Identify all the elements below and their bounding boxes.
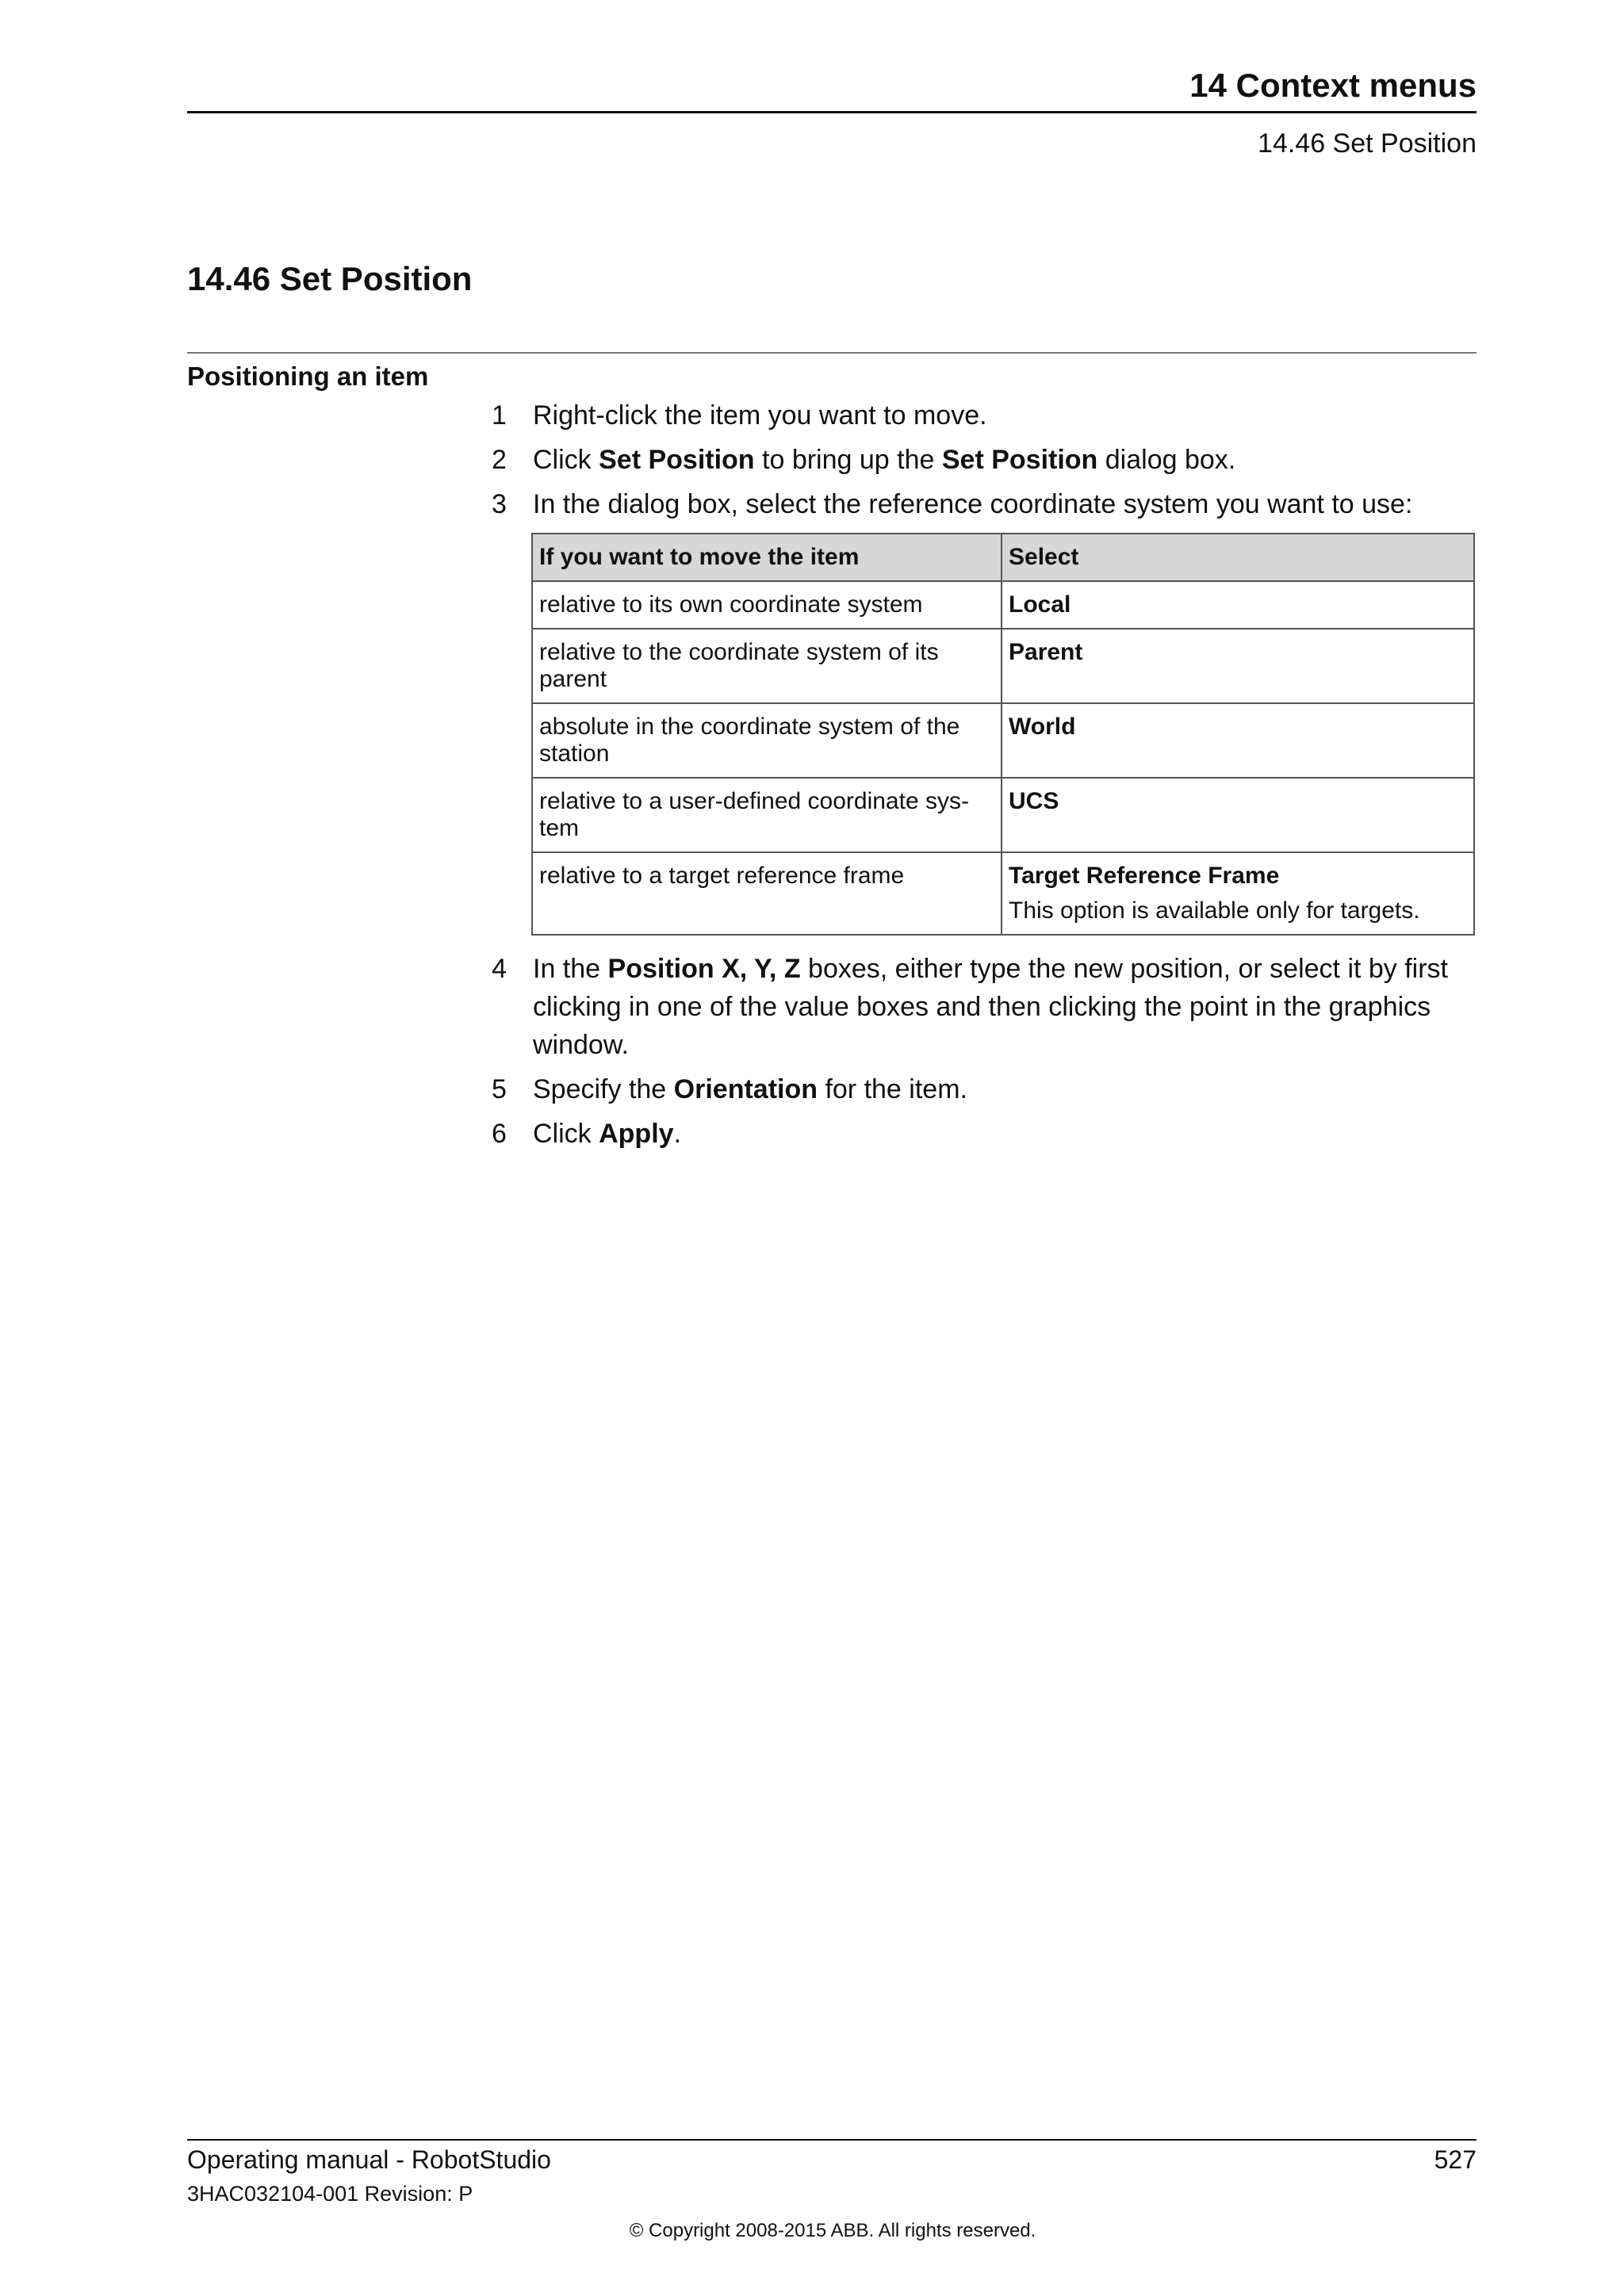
table-row — [532, 703, 1474, 778]
section-header: 14.46 Set Position — [1258, 128, 1477, 159]
table-header: If you want to move the item — [532, 534, 1002, 581]
step-number: 6 — [492, 1119, 507, 1149]
table-cell-condition: relative to a target reference frame — [532, 852, 1002, 935]
table-cell-condition: relative to a user-defined coordinate sys-tem — [532, 778, 1002, 852]
step-text: Click Set Position to bring up the Set Position dialog box. — [533, 445, 1236, 475]
footer-manual-title: Operating manual - RobotStudio — [187, 2145, 551, 2174]
table-cell-select: Parent — [1002, 629, 1474, 703]
header-rule — [187, 111, 1477, 113]
coordinate-system-table — [531, 533, 1475, 936]
table-cell-condition: absolute in the coordinate system of the station — [532, 703, 1002, 778]
table-row — [532, 629, 1474, 703]
step-number: 1 — [492, 400, 507, 430]
table-row — [532, 852, 1474, 935]
table-header: Select — [1002, 534, 1474, 581]
table-cell-select: World — [1002, 703, 1474, 778]
step-text: Specify the Orientation for the item. — [533, 1074, 967, 1104]
table-row — [532, 778, 1474, 852]
step-number: 3 — [492, 489, 507, 519]
table-cell-condition: relative to the coordinate system of its parent — [532, 629, 1002, 703]
subsection-title: Positioning an item — [187, 362, 429, 391]
section-rule — [187, 352, 1477, 354]
footer-document-id: 3HAC032104-001 Revision: P — [187, 2182, 473, 2206]
page-title: 14.46 Set Position — [187, 260, 473, 297]
table-cell-select — [1002, 852, 1474, 935]
step-number: 2 — [492, 445, 507, 475]
table-cell-select: UCS — [1002, 778, 1474, 852]
step-text: Click Apply. — [533, 1119, 682, 1149]
step-text: Right-click the item you want to move. — [533, 400, 987, 430]
footer-rule — [187, 2139, 1477, 2141]
table-row — [532, 581, 1474, 629]
chapter-header: 14 Context menus — [1189, 67, 1477, 104]
table-cell-select: Local — [1002, 581, 1474, 629]
step-number: 4 — [492, 954, 507, 984]
table-cell-condition: relative to its own coordinate system — [532, 581, 1002, 629]
footer-copyright: © Copyright 2008-2015 ABB. All rights reserved. — [629, 2220, 1036, 2241]
select-note: This option is available only for targets. — [1009, 897, 1420, 924]
table-header-row — [532, 534, 1474, 581]
step-number: 5 — [492, 1074, 507, 1104]
page-number: 527 — [1434, 2145, 1477, 2174]
select-value: Target Reference Frame — [1009, 863, 1280, 889]
step-text: In the Position X, Y, Z boxes, either type the new position, or select it by first clicking in one of the value boxes and then clicking the point in the graphics window. — [533, 954, 1449, 1060]
step-text: In the dialog box, select the reference coordinate system you want to use: — [533, 489, 1413, 519]
